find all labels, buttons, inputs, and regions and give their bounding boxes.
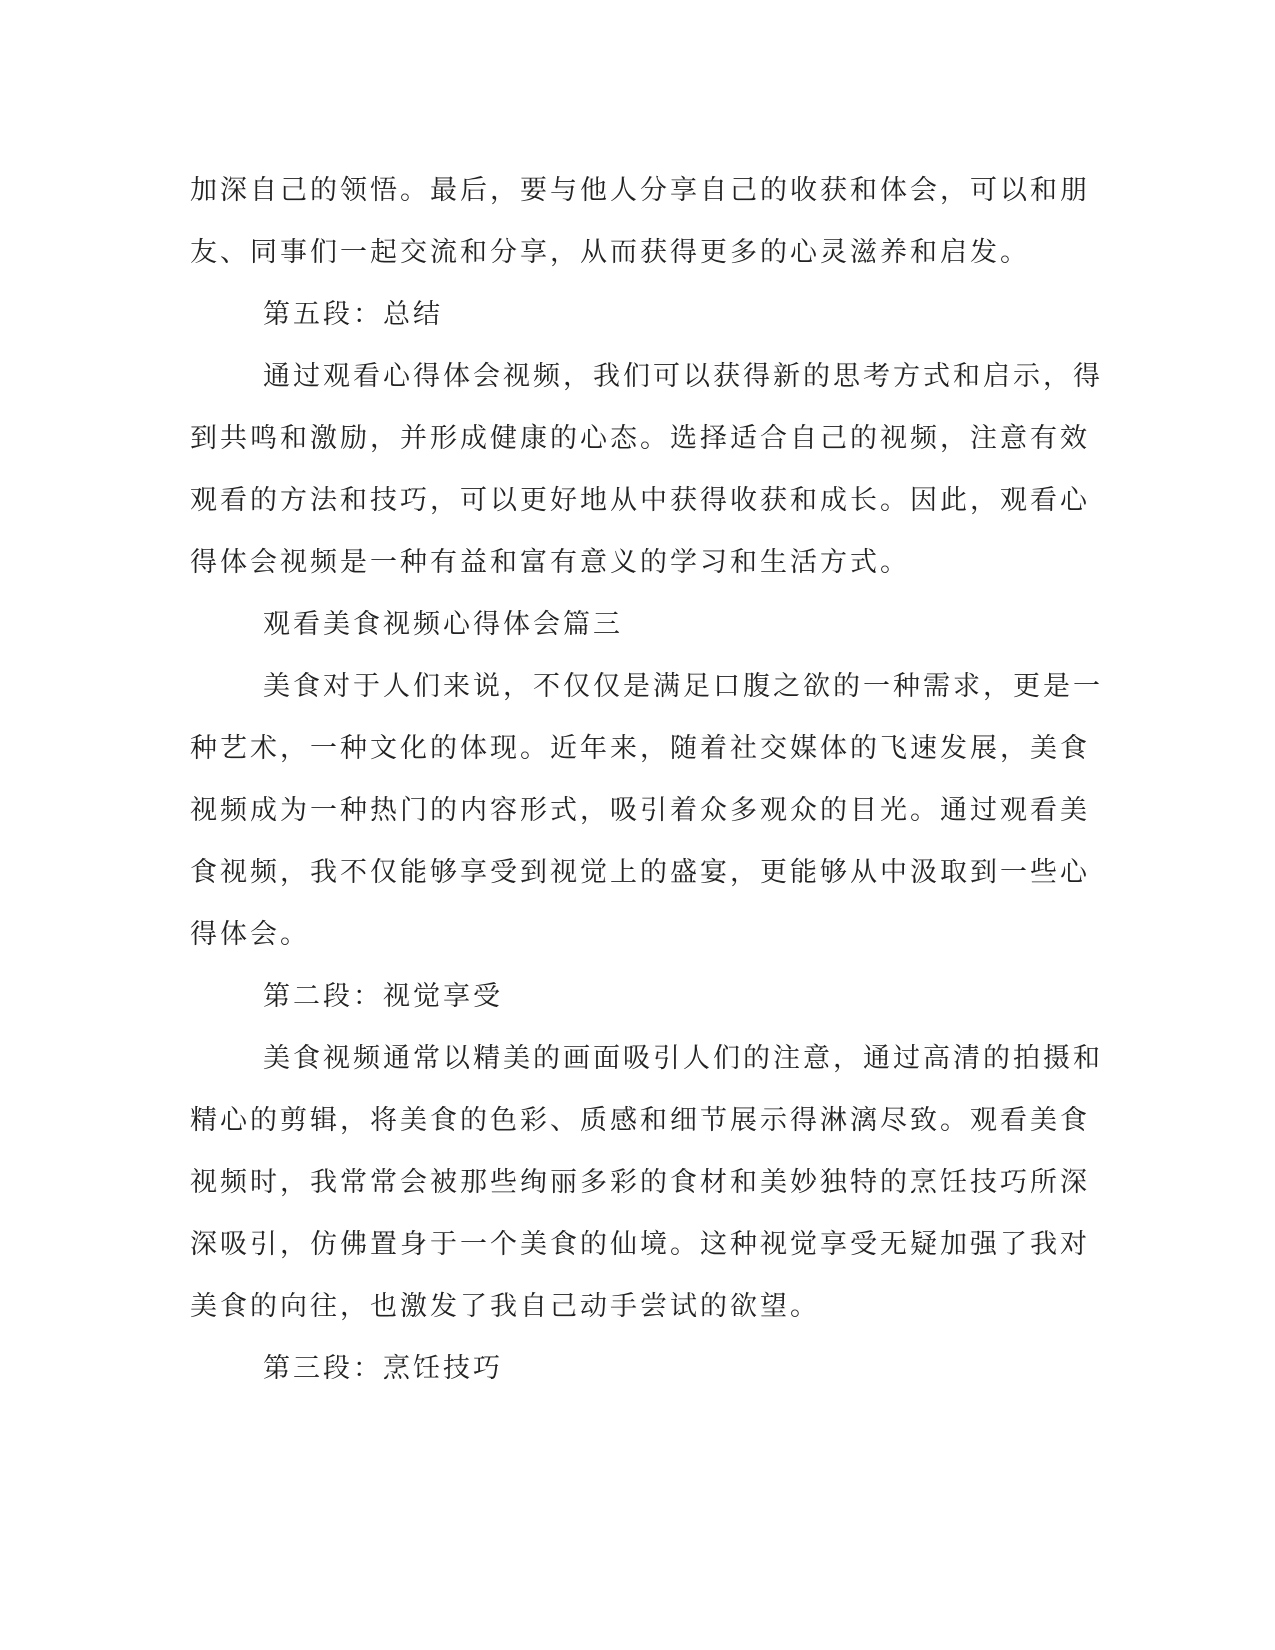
article-title: 观看美食视频心得体会篇三	[263, 609, 623, 640]
text-line: 得体会。	[190, 919, 310, 950]
text-line: 加深自己的领悟。最后，要与他人分享自己的收获和体会，可以和朋	[190, 175, 1090, 206]
text-line: 美食的向往，也激发了我自己动手尝试的欲望。	[190, 1291, 820, 1322]
text-line: 种艺术，一种文化的体现。近年来，随着社交媒体的飞速发展，美食	[190, 733, 1090, 764]
text-line: 食视频，我不仅能够享受到视觉上的盛宴，更能够从中汲取到一些心	[190, 857, 1090, 888]
text-line: 美食对于人们来说，不仅仅是满足口腹之欲的一种需求，更是一	[263, 671, 1103, 702]
text-line: 友、同事们一起交流和分享，从而获得更多的心灵滋养和启发。	[190, 237, 1030, 268]
text-line: 视频成为一种热门的内容形式，吸引着众多观众的目光。通过观看美	[190, 795, 1090, 826]
document-body	[190, 160, 1103, 1400]
text-line: 精心的剪辑，将美食的色彩、质感和细节展示得淋漓尽致。观看美食	[190, 1105, 1090, 1136]
text-line: 美食视频通常以精美的画面吸引人们的注意，通过高清的拍摄和	[263, 1043, 1103, 1074]
text-line: 得体会视频是一种有益和富有意义的学习和生活方式。	[190, 547, 910, 578]
text-line: 深吸引，仿佛置身于一个美食的仙境。这种视觉享受无疑加强了我对	[190, 1229, 1090, 1260]
text-line: 通过观看心得体会视频，我们可以获得新的思考方式和启示，得	[263, 361, 1103, 392]
text-line: 到共鸣和激励，并形成健康的心态。选择适合自己的视频，注意有效	[190, 423, 1090, 454]
section-heading: 第五段：总结	[263, 299, 443, 330]
section-heading: 第三段：烹饪技巧	[263, 1353, 503, 1384]
section-heading: 第二段：视觉享受	[263, 981, 503, 1012]
text-line: 观看的方法和技巧，可以更好地从中获得收获和成长。因此，观看心	[190, 485, 1090, 516]
text-line: 视频时，我常常会被那些绚丽多彩的食材和美妙独特的烹饪技巧所深	[190, 1167, 1090, 1198]
